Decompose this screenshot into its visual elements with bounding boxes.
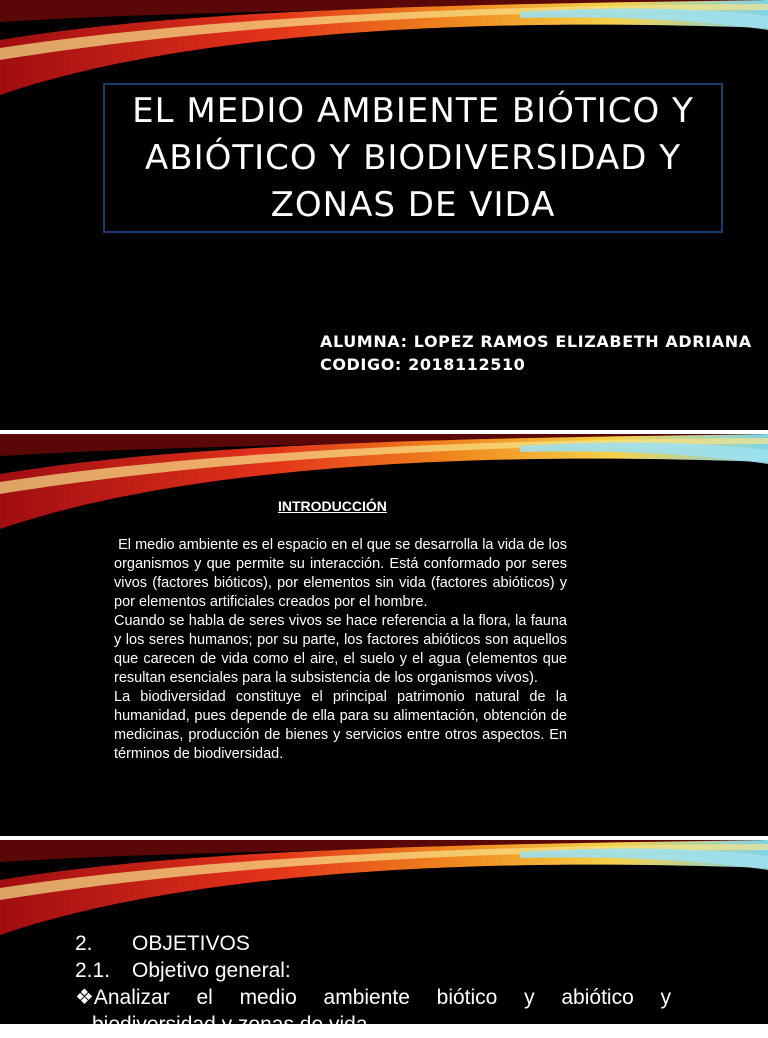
bullet-word: y <box>524 986 535 1009</box>
bullet-item <box>75 984 671 1011</box>
bullet-word: el <box>196 986 213 1009</box>
list-item <box>75 930 671 957</box>
bullet-word: ambiente <box>323 986 410 1009</box>
item-text: OBJETIVOS <box>132 932 250 955</box>
item-text: Objetivo general: <box>132 959 291 982</box>
intro-paragraph: La biodiversidad constituye el principal patrimonio natural de la humanidad, pues depende de ella para su alimentación, obtención de medicinas, producción de bienes y servicios entre otros aspectos. En términos de biodiversidad. <box>114 689 567 762</box>
student-name: ALUMNA: LOPEZ RAMOS ELIZABETH ADRIANA <box>320 332 752 351</box>
objectives-list <box>75 930 671 1038</box>
title-line: ABIÓTICO Y BIODIVERSIDAD Y <box>145 137 681 178</box>
student-code: CODIGO: 2018112510 <box>320 355 526 374</box>
title-line: ZONAS DE VIDA <box>270 184 556 225</box>
bullet-word: biótico <box>436 986 498 1009</box>
intro-heading: INTRODUCCIÓN <box>278 498 387 514</box>
intro-paragraph: El medio ambiente es el espacio en el que se desarrolla la vida de los organismos y que permite su interacción. Está conformado por seres vivos (factores bióticos), por elementos sin vida (factores abióticos) y por elementos artificiales creados por el hombre. <box>114 537 568 610</box>
item-number: 2.1. <box>75 959 111 982</box>
bullet-continuation: biodiversidad y zonas de vida <box>92 1013 368 1036</box>
item-number: 2. <box>75 932 93 955</box>
title-line: EL MEDIO AMBIENTE BIÓTICO Y <box>132 90 694 131</box>
title-slide <box>0 0 768 430</box>
bullet-word: medio <box>239 986 297 1009</box>
author-block <box>320 330 752 376</box>
introduction-slide <box>0 434 768 836</box>
objectives-slide <box>0 840 768 1036</box>
intro-paragraph: Cuando se habla de seres vivos se hace referencia a la flora, la fauna y los seres humanos; por su parte, los factores abióticos son aquellos que carecen de vida como el aire, el suelo y el agua (elementos que resultan esenciales para la subsistencia de los organismos vivos). <box>114 613 567 686</box>
slide-title <box>132 88 694 229</box>
intro-body <box>114 536 567 764</box>
bullet-word: y <box>660 986 671 1009</box>
title-box <box>103 83 723 233</box>
bullet-word: ❖Analizar <box>75 986 170 1009</box>
list-item <box>75 957 671 984</box>
bullet-word: abiótico <box>561 986 634 1009</box>
